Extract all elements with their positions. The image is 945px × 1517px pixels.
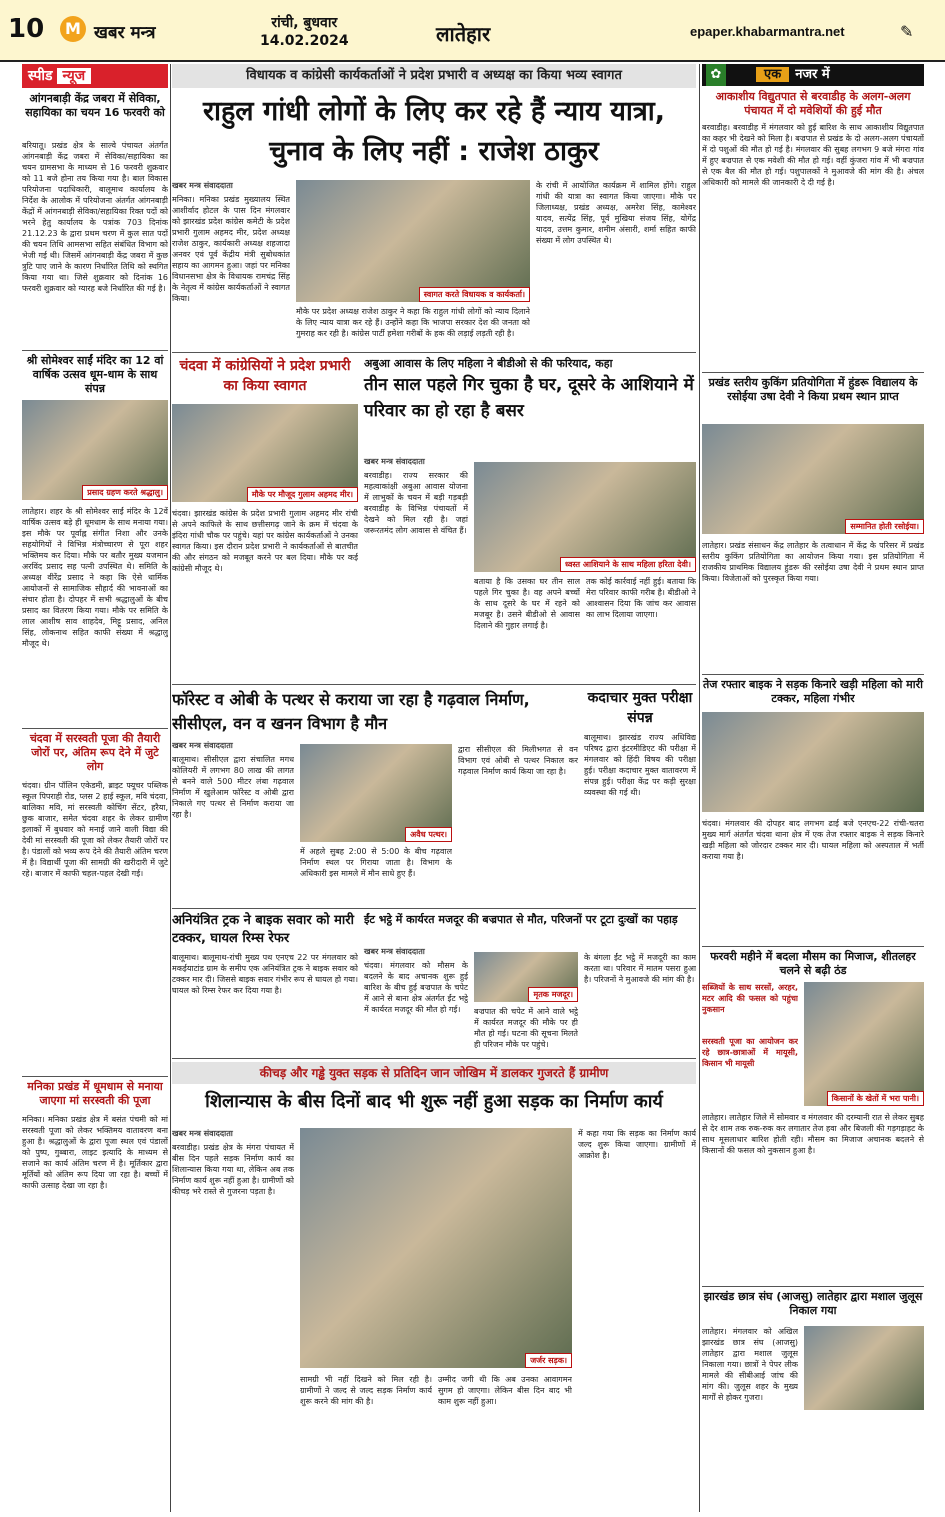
truck-headline: अनियंत्रित ट्रक ने बाइक सवार को मारी टक्कर, घायल रिम्स रेफर bbox=[172, 913, 354, 946]
masthead bbox=[0, 0, 945, 62]
article-body: में अहले सुबह 2:00 से 5:00 के बीच गढ़वाल निर्माण स्थल पर गिराया जाता है। विभाग के अधिकारी इस मामले में मौन साधे हुए हैं। bbox=[300, 847, 452, 878]
byline: खबर मन्त्र संवाददाता bbox=[364, 457, 425, 466]
leaf-icon: ✿ bbox=[706, 64, 726, 86]
photo-caption: जर्जर सड़क। bbox=[525, 1353, 572, 1368]
article-body: मनिका। मनिका प्रखंड क्षेत्र में बसंत पंचमी को मां सरस्वती पूजा को लेकर भक्तिमय वातावरण बना हुआ है। श्रद्धालुओं के द्वारा पूजा स्थल एवं पंडालों को पुष्प, गुब्बारा, लाइट इत्यादि के माध्यम से सजाने का कार्य अंतिम चरण में है। मूर्तिकार द्वारा मूर्तियों को अंतिम रूप दिया जा रहा है। बच्चों में काफी उत्साह देखा जा रहा है। bbox=[22, 1115, 168, 1190]
article-body: लातेहार। शहर के श्री सोमेश्वर साईं मंदिर के 12वें वार्षिक उत्सव बड़े ही धूमधाम के साथ मनाया गया। इस मौके पर पूर्वाह्न संगीत निशा और उनके सहयोगियों ने विभिन्न मंत्रोच्चारण से पूरा शहर भक्तिमय कर दिया। मौके पर बतौर मुख्य यजमान अरविंद प्रसाद सह पत्नी उपस्थित थे। समिति के अध्यक्ष वीरेंद्र प्रसाद ने कहा कि ऐसे धार्मिक आयोजनों से सामाजिक सौहार्द की भावनाओं का संचार होता है। दोपहर में सभी श्रद्धालुओं के बीच प्रसाद का वितरण किया गया। मौके पर समिति के लाल आशीष साव शाहदेव, मिट्टू प्रसाद, अनिल सिंह, लोकनाथ सहित काफी संख्या में श्रद्धालु मौजूद थे। bbox=[22, 507, 168, 648]
bullet-point: सब्जियों के साथ सरसों, अरहर, मटर आदि की फसल को पहुंचा नुकसान bbox=[702, 983, 798, 1014]
article-body: बरियातू। प्रखंड क्षेत्र के साल्वे पंचायत अंतर्गत आंगनबाड़ी केंद्र जबरा में सेविका/सहायिका का चयन ग्रामसभा के माध्यम से 16 फरवरी शुक्रवार को 11 बजे होना तय किया गया है। बाल विकास परियोजना पदाधिकारी, बालूमाथ कार्यालय के निर्देश के आलोक में परियोजना अंतर्गत आंगनबाड़ी केंद्रों में आंगनबाड़ी सेविका/सहायिका रिक्त पदों को भरने हेतु कार्यालय के पत्रांक 703 दिनांक 21.12.23 के द्वारा प्रथम चरण में कुल सात पदों की चयन तिथि आमसभा सहित संबंधित विभाग को भेजी गई थी। जिसमें आंगनबाड़ी केंद्र जबरा में कुछ त्रुटि पाए जाने के कारण निर्धारित तिथि को स्थगित किया गया था। जिसे शुक्रवार को दिनांक 16 फरवरी शुक्रवार को ग्यारह बजे निर्धारित की गई है। bbox=[22, 141, 168, 293]
divider bbox=[702, 946, 924, 947]
speed-label: स्पीड bbox=[28, 68, 53, 84]
article-title: फरवरी महीने में बदला मौसम का मिजाज, शीतलहर चलने से बढ़ी ठंड bbox=[710, 950, 916, 977]
article-body: सामग्री भी नहीं दिखने को मिल रही है। ग्रामीणों ने जल्द से जल्द सड़क निर्माण कार्य शुरू करने की मांग की है। bbox=[300, 1375, 432, 1406]
article-body: बरवाडीह। बरवाडीह में मंगलवार को हुई बारिश के साथ आकाशीय विद्युतपात का कहर भी देखने को मिला है। बज्रपात से प्रखंड के दो अलग-अलग पंचायतों में दो पशुओं की मौत हो गई है। मंगलवार की सुबह लगभग 9 बजे मंगरा गांव में हुए बज्रपात से एक मवेशी की मौत हो गई। वहीं कुंजरा गांव में भी बज्रपात से एक बैल की मौत हो गई। पशुपालकों ने मुआवजे की मांग की है। अंचल अधिकारी को मामले की जानकारी दे दी गई है। bbox=[702, 123, 924, 187]
road-kicker: कीचड़ और गड्ढे युक्त सड़क से प्रतिदिन जान जोखिम में डालकर गुजरते हैं ग्रामीण bbox=[172, 1062, 696, 1084]
awas-kicker: अबुआ आवास के लिए महिला ने बीडीओ से की फरियाद, कहा bbox=[364, 357, 613, 370]
article-body: लातेहार। मंगलवार को अखिल झारखंड छात्र संघ (आजसु) लातेहार द्वारा मशाल जुलूस निकाला गया। छात्रों ने पेपर लीक मामले की सीबीआई जांच की मांग की। जुलूस शहर के मुख्य मार्गों से होकर गुजरा। bbox=[702, 1327, 798, 1402]
page-number: 10 bbox=[8, 14, 45, 44]
article-body: द्वारा सीसीएल की मिलीभगत से वन विभाग एवं ओबी से पत्थर निकाल कर गढ़वाल निर्माण कार्य किया जा रहा है। bbox=[458, 745, 578, 776]
road-photo bbox=[300, 1128, 572, 1368]
left-column bbox=[22, 64, 168, 1512]
article-body: बरवाडीह। राज्य सरकार की महत्वाकांक्षी अबुआ आवास योजना में लाभुकों के चयन में बड़ी गड़बड़ी बरवाडीह के विभिन्न पंचायतों में देखने को मिल रही है। जहां जरूरतमंद लोग आवास से वंचित हैं। bbox=[364, 471, 468, 535]
article-title: प्रखंड स्तरीय कुकिंग प्रतियोगिता में हुंडरू विद्यालय के रसोईया उषा देवी ने किया प्रथम स्थान प्राप्त bbox=[708, 376, 918, 403]
article-body: तक कोई कार्रवाई नहीं हुई। बताया कि मेरा परिवार काफी गरीब है। बीडीओ ने आश्वासन दिया कि जांच कर आवास का लाभ दिलाया जाएगा। bbox=[586, 577, 696, 619]
awas-headline: तीन साल पहले गिर चुका है घर, दूसरे के आशियाने में परिवार का हो रहा है बसर bbox=[364, 375, 694, 421]
temple-photo bbox=[22, 400, 168, 500]
article-body: लातेहार। लातेहार जिले में सोमवार व मंगलवार की दरम्यानी रात से लेकर सुबह से देर शाम तक रुक-रुक कर लगातार तेज हवा और बिजली की गड़गड़ाहट के साथ मूसलाधार बारिश होती रही। मौसम का मिजाज अचानक बदलने से किसानों की फसल को नुकसान हुआ है। bbox=[702, 1113, 924, 1155]
article-body: चंदवा। मंगलवार की दोपहर बाद लगभग ढाई बजे एनएच-22 रांची-चतरा मुख्य मार्ग अंतर्गत चंदवा थाना क्षेत्र में एक तेज रफ्तार बाइक ने सड़क किनारे खड़ी महिला को जोरदार टक्कर मार दी। घायल महिला को अस्पताल में भर्ती कराया गया है। bbox=[702, 819, 924, 861]
speed-news-banner bbox=[22, 64, 168, 88]
road-headline: शिलान्यास के बीस दिनों बाद भी शुरू नहीं हुआ सड़क का निर्माण कार्य bbox=[205, 1091, 663, 1112]
photo-caption: स्वागत करते विधायक व कार्यकर्ता। bbox=[419, 287, 530, 302]
article-body: बताया है कि उसका घर तीन साल पहले गिर चुका है। वह अपने बच्चों के साथ दूसरे के घर में रहने को मजबूर है। उसने बीडीओ से आवास दिलाने की गुहार लगाई है। bbox=[474, 577, 580, 630]
article-body: मनिका। मनिका प्रखंड मुख्यालय स्थित आशीर्वाद होटल के पास दिन मंगलवार को झारखंड प्रदेश कांग्रेस कमेटी के प्रदेश प्रभारी गुलाम अहमद मीर, प्रदेश अध्यक्ष राजेश ठाकुर, कार्यकारी अध्यक्ष शहजादा अनवर एवं पूर्व केंद्रीय मंत्री सुबोधकांत सहाय का आगमन हुआ। जहां पर मनिका विधानसभा क्षेत्र के विधायक रामचंद्र सिंह के नेतृत्व में कांग्रेस कार्यकर्ताओं ने स्वागत किया। bbox=[172, 195, 290, 303]
divider bbox=[702, 372, 924, 373]
bullet-point: सरस्वती पूजा का आयोजन कर रहे छात्र-छात्राओं में मायूसी, किसान भी मायूसी bbox=[702, 1037, 798, 1068]
photo-caption: अवैध पत्थर। bbox=[405, 827, 452, 842]
nazar-label: नजर में bbox=[795, 67, 830, 82]
divider bbox=[172, 908, 696, 909]
news-label: न्यूज bbox=[57, 68, 92, 84]
article-body: लातेहार। प्रखंड संसाधन केंद्र लातेहार के तत्वाधान में केंद्र के परिसर में प्रखंड स्तरीय कुकिंग प्रतियोगिता का आयोजन किया गया। इस प्रतियोगिता में राजकीय प्राथमिक विद्यालय हुंडरू की रसोईया उषा देवी ने प्रथम स्थान प्राप्त किया। विजेताओं को पुरस्कृत किया गया। bbox=[702, 541, 924, 583]
byline: खबर मन्त्र संवाददाता bbox=[172, 181, 233, 190]
article-title: श्री सोमेश्वर साईं मंदिर का 12 वां वार्षिक उत्सव धूम-धाम के साथ संपन्न bbox=[26, 354, 164, 395]
lead-photo bbox=[296, 180, 530, 302]
lead-headline: राहुल गांधी लोगों के लिए कर रहे हैं न्याय यात्रा, चुनाव के लिए नहीं : राजेश ठाकुर bbox=[202, 96, 666, 167]
article-body: मौके पर प्रदेश अध्यक्ष राजेश ठाकुर ने कहा कि राहुल गांधी लोगों को न्याय दिलाने के लिए न्याय यात्रा कर रहे हैं। उन्होंने कहा कि भाजपा सरकार देश की जनता को गुमराह कर रही है। कांग्रेस पार्टी हमेशा गरीबों के हक की लड़ाई लड़ती रही है। bbox=[296, 307, 530, 338]
article-body: बरवाडीह। प्रखंड क्षेत्र के मंगरा पंचायत में बीस दिन पहले सड़क निर्माण कार्य का शिलान्यास किया गया था, लेकिन अब तक निर्माण कार्य शुरू नहीं हुआ है। ग्रामीणों को कीचड़ भरे रास्ते से गुजरना पड़ता है। bbox=[172, 1143, 294, 1196]
nazar-banner bbox=[702, 64, 924, 86]
byline: खबर मन्त्र संवाददाता bbox=[172, 1129, 233, 1138]
exam-headline: कदाचार मुक्त परीक्षा संपन्न bbox=[587, 690, 693, 726]
brick-headline: ईंट भट्ठे में कार्यरत मजदूर की बज्रपात से मौत, परिजनों पर टूटा दुःखों का पहाड़ bbox=[364, 913, 678, 926]
divider bbox=[22, 350, 168, 351]
pen-icon: ✎ bbox=[900, 22, 914, 41]
center-column bbox=[172, 64, 696, 1512]
cooking-photo bbox=[702, 424, 924, 534]
gadhwal-headline: फॉरेस्ट व ओबी के पत्थर से कराया जा रहा है गढ़वाल निर्माण, सीसीएल, वन व खनन विभाग है मौन bbox=[172, 690, 530, 733]
article-title: झारखंड छात्र संघ (आजसु) लातेहार द्वारा मशाल जुलूस निकाल गया bbox=[703, 1290, 923, 1317]
article-title: मनिका प्रखंड में धूमधाम से मनाया जाएगा मां सरस्वती की पूजा bbox=[27, 1080, 163, 1107]
victim-photo bbox=[474, 952, 578, 1002]
chandwa-photo bbox=[172, 404, 358, 502]
byline: खबर मन्त्र संवाददाता bbox=[364, 947, 425, 956]
byline: खबर मन्त्र संवाददाता bbox=[172, 741, 233, 750]
photo-caption: प्रसाद ग्रहण करते श्रद्धालु। bbox=[82, 485, 168, 500]
right-column bbox=[702, 64, 924, 1512]
photo-caption: सम्मानित होती रसोईया। bbox=[845, 519, 924, 534]
article-body: चंदवा। झारखंड कांग्रेस के प्रदेश प्रभारी गुलाम अहमद मीर रांची से अपने काफिले के साथ छत्तीसगढ़ जाने के क्रम में चंदवा के इंदिरा गांधी चौक पर पहुंचे। यहां पर कांग्रेस कार्यकर्ताओं ने उनका स्वागत किया। इस दौरान प्रदेश प्रभारी ने कार्यकर्ताओं से बातचीत की और संगठन को मजबूत करने पर बल दिया। मौके पर कई कांग्रेसी मौजूद थे। bbox=[172, 509, 358, 573]
article-body: में कहा गया कि सड़क का निर्माण कार्य जल्द शुरू किया जाएगा। ग्रामीणों में आक्रोश है। bbox=[578, 1129, 696, 1160]
photo-caption: किसानों के खेतों में भरा पानी। bbox=[827, 1091, 924, 1106]
photo-caption: ध्वस्त आशियाने के साथ महिला हरिता देवी। bbox=[560, 557, 696, 572]
divider bbox=[172, 352, 696, 353]
epaper-link[interactable]: epaper.khabarmantra.net bbox=[690, 24, 845, 39]
stone-photo bbox=[300, 744, 452, 842]
article-body: के रांची में आयोजित कार्यक्रम में शामिल होंगे। राहुल गांधी की यात्रा का स्वागत किया जाएगा। मौके पर जिलाध्यक्ष, प्रखंड अध्यक्ष, अमरेश सिंह, कामेश्वर यादव, सत्येंद्र सिंह, पूर्व मुखिया संजय सिंह, योगेंद्र यादव, उत्तम कुमार, शमीम अंसारी, शर्मा सहित काफी संख्या में लोग उपस्थित थे। bbox=[536, 181, 696, 245]
article-body: बालूमाथ। बालूमाथ-रांची मुख्य पथ एनएच 22 पर मंगलवार को मकईयाटांड ग्राम के समीप एक अनियंत्रित ट्रक ने बाइक सवार को टक्कर मार दी। जिससे बाइक सवार गंभीर रूप से घायल हो गया। घायल को रिम्स रेफर कर दिया गया है। bbox=[172, 953, 358, 995]
divider bbox=[702, 674, 924, 675]
article-body: बालूमाथ। झारखंड राज्य अधिविद्य परिषद द्वारा इंटरमीडिएट की परीक्षा में मंगलवार को हिंदी विषय की परीक्षा हुई। परीक्षा कदाचार मुक्त वातावरण में संपन्न हुई। परीक्षा केंद्र पर कड़ी सुरक्षा व्यवस्था की गई थी। bbox=[584, 733, 696, 797]
rally-photo bbox=[804, 1326, 924, 1410]
city-day: रांची, बुधवार bbox=[271, 15, 338, 31]
photo-caption: मृतक मजदूर। bbox=[528, 987, 578, 1002]
article-body: बालूमाथ। सीसीएल द्वारा संचालित मगध कोलियरी में लगभग 80 लाख की लागत से बनने वाले 500 मीटर लंबा गढ़वाल निर्माण में खुलेआम फॉरेस्ट व ओबी द्वारा निकाले गए पत्थर से निर्माण कराया जा रहा है। bbox=[172, 755, 294, 819]
brand-name: खबर मन्त्र bbox=[94, 23, 156, 43]
divider bbox=[22, 1076, 168, 1077]
field-photo bbox=[804, 982, 924, 1106]
article-title: आंगनबाड़ी केंद्र जबरा में सेविका, सहायिका का चयन 16 फरवरी को bbox=[25, 92, 165, 119]
article-body: बज्रपात की चपेट में आने वाले भट्ठे में कार्यरत मजदूर की मौके पर ही मौत हो गई। घटना की सूचना मिलते ही परिजन मौके पर पहुंचे। bbox=[474, 1007, 578, 1049]
divider bbox=[702, 1286, 924, 1287]
lead-kicker: विधायक व कांग्रेसी कार्यकर्ताओं ने प्रदेश प्रभारी व अध्यक्ष का किया भव्य स्वागत bbox=[172, 64, 696, 88]
divider bbox=[172, 1058, 696, 1059]
article-title: चंदवा में कांग्रेसियों ने प्रदेश प्रभारी का किया स्वागत bbox=[179, 358, 351, 394]
hospital-photo bbox=[702, 712, 924, 812]
dateline bbox=[260, 14, 349, 50]
article-body: चंदवा। मंगलवार को मौसम के बदलने के बाद अचानक शुरू हुई बारिश के बीच हुई बज्रपात के चपेट में आने से बाना क्षेत्र अंतर्गत ईंट भट्ठे में कार्यरत मजदूर की मौत हो गई। bbox=[364, 961, 468, 1014]
article-body: चंदवा। ग्रीन पॉलिन एकेडमी, ब्राइट फ्यूचर पब्लिक स्कूल पिपराही रोड, प्लस 2 हाई स्कूल, मवि चंदवा, बालिका मवि, मां सरस्वती कोचिंग सेंटर, हरैया, छुक बाजार, समेत चंदवा शहर के लेकर ग्रामीण इलाकों में बुधवार को मनाई जाने वाली विद्या की देवी मां सरस्वती की पूजा को लेकर तैयारी जोरों पर है। पंडालों को भव्य रूप देने की तैयारी अंतिम चरण में है। विद्यार्थी पूजा की सामग्री की खरीदारी में जुटे रहे। बाजार में काफी चहल-पहल देखी गई। bbox=[22, 781, 168, 878]
column-divider bbox=[170, 64, 171, 1512]
article-title: आकाशीय विद्युतपात से बरवाडीह के अलग-अलग पंचायत में दो मवेशियों की हुई मौत bbox=[715, 90, 911, 117]
divider bbox=[172, 684, 696, 685]
article-body: उम्मीद जगी थी कि अब उनका आवागमन सुगम हो जाएगा। लेकिन बीस दिन बाद भी काम शुरू नहीं हुआ। bbox=[438, 1375, 572, 1406]
brand-logo-icon: M bbox=[60, 16, 86, 42]
column-divider bbox=[699, 64, 700, 1512]
photo-caption: मौके पर मौजूद गुलाम अहमद मीर। bbox=[247, 487, 358, 502]
ek-badge: एक bbox=[756, 67, 789, 82]
article-title: चंदवा में सरस्वती पूजा की तैयारी जोरों पर, अंतिम रूप देने में जुटे लोग bbox=[29, 732, 161, 773]
section-name: लातेहार bbox=[436, 22, 491, 46]
divider bbox=[22, 728, 168, 729]
article-title: तेज रफ्तार बाइक ने सड़क किनारे खड़ी महिला को मारी टक्कर, महिला गंभीर bbox=[703, 678, 923, 705]
issue-date: 14.02.2024 bbox=[260, 33, 349, 49]
article-body: के बंगला ईंट भट्ठे में मजदूरी का काम करता था। परिवार में मातम पसरा हुआ है। परिजनों ने मुआवजे की मांग की है। bbox=[584, 953, 696, 984]
awas-photo bbox=[474, 462, 696, 572]
